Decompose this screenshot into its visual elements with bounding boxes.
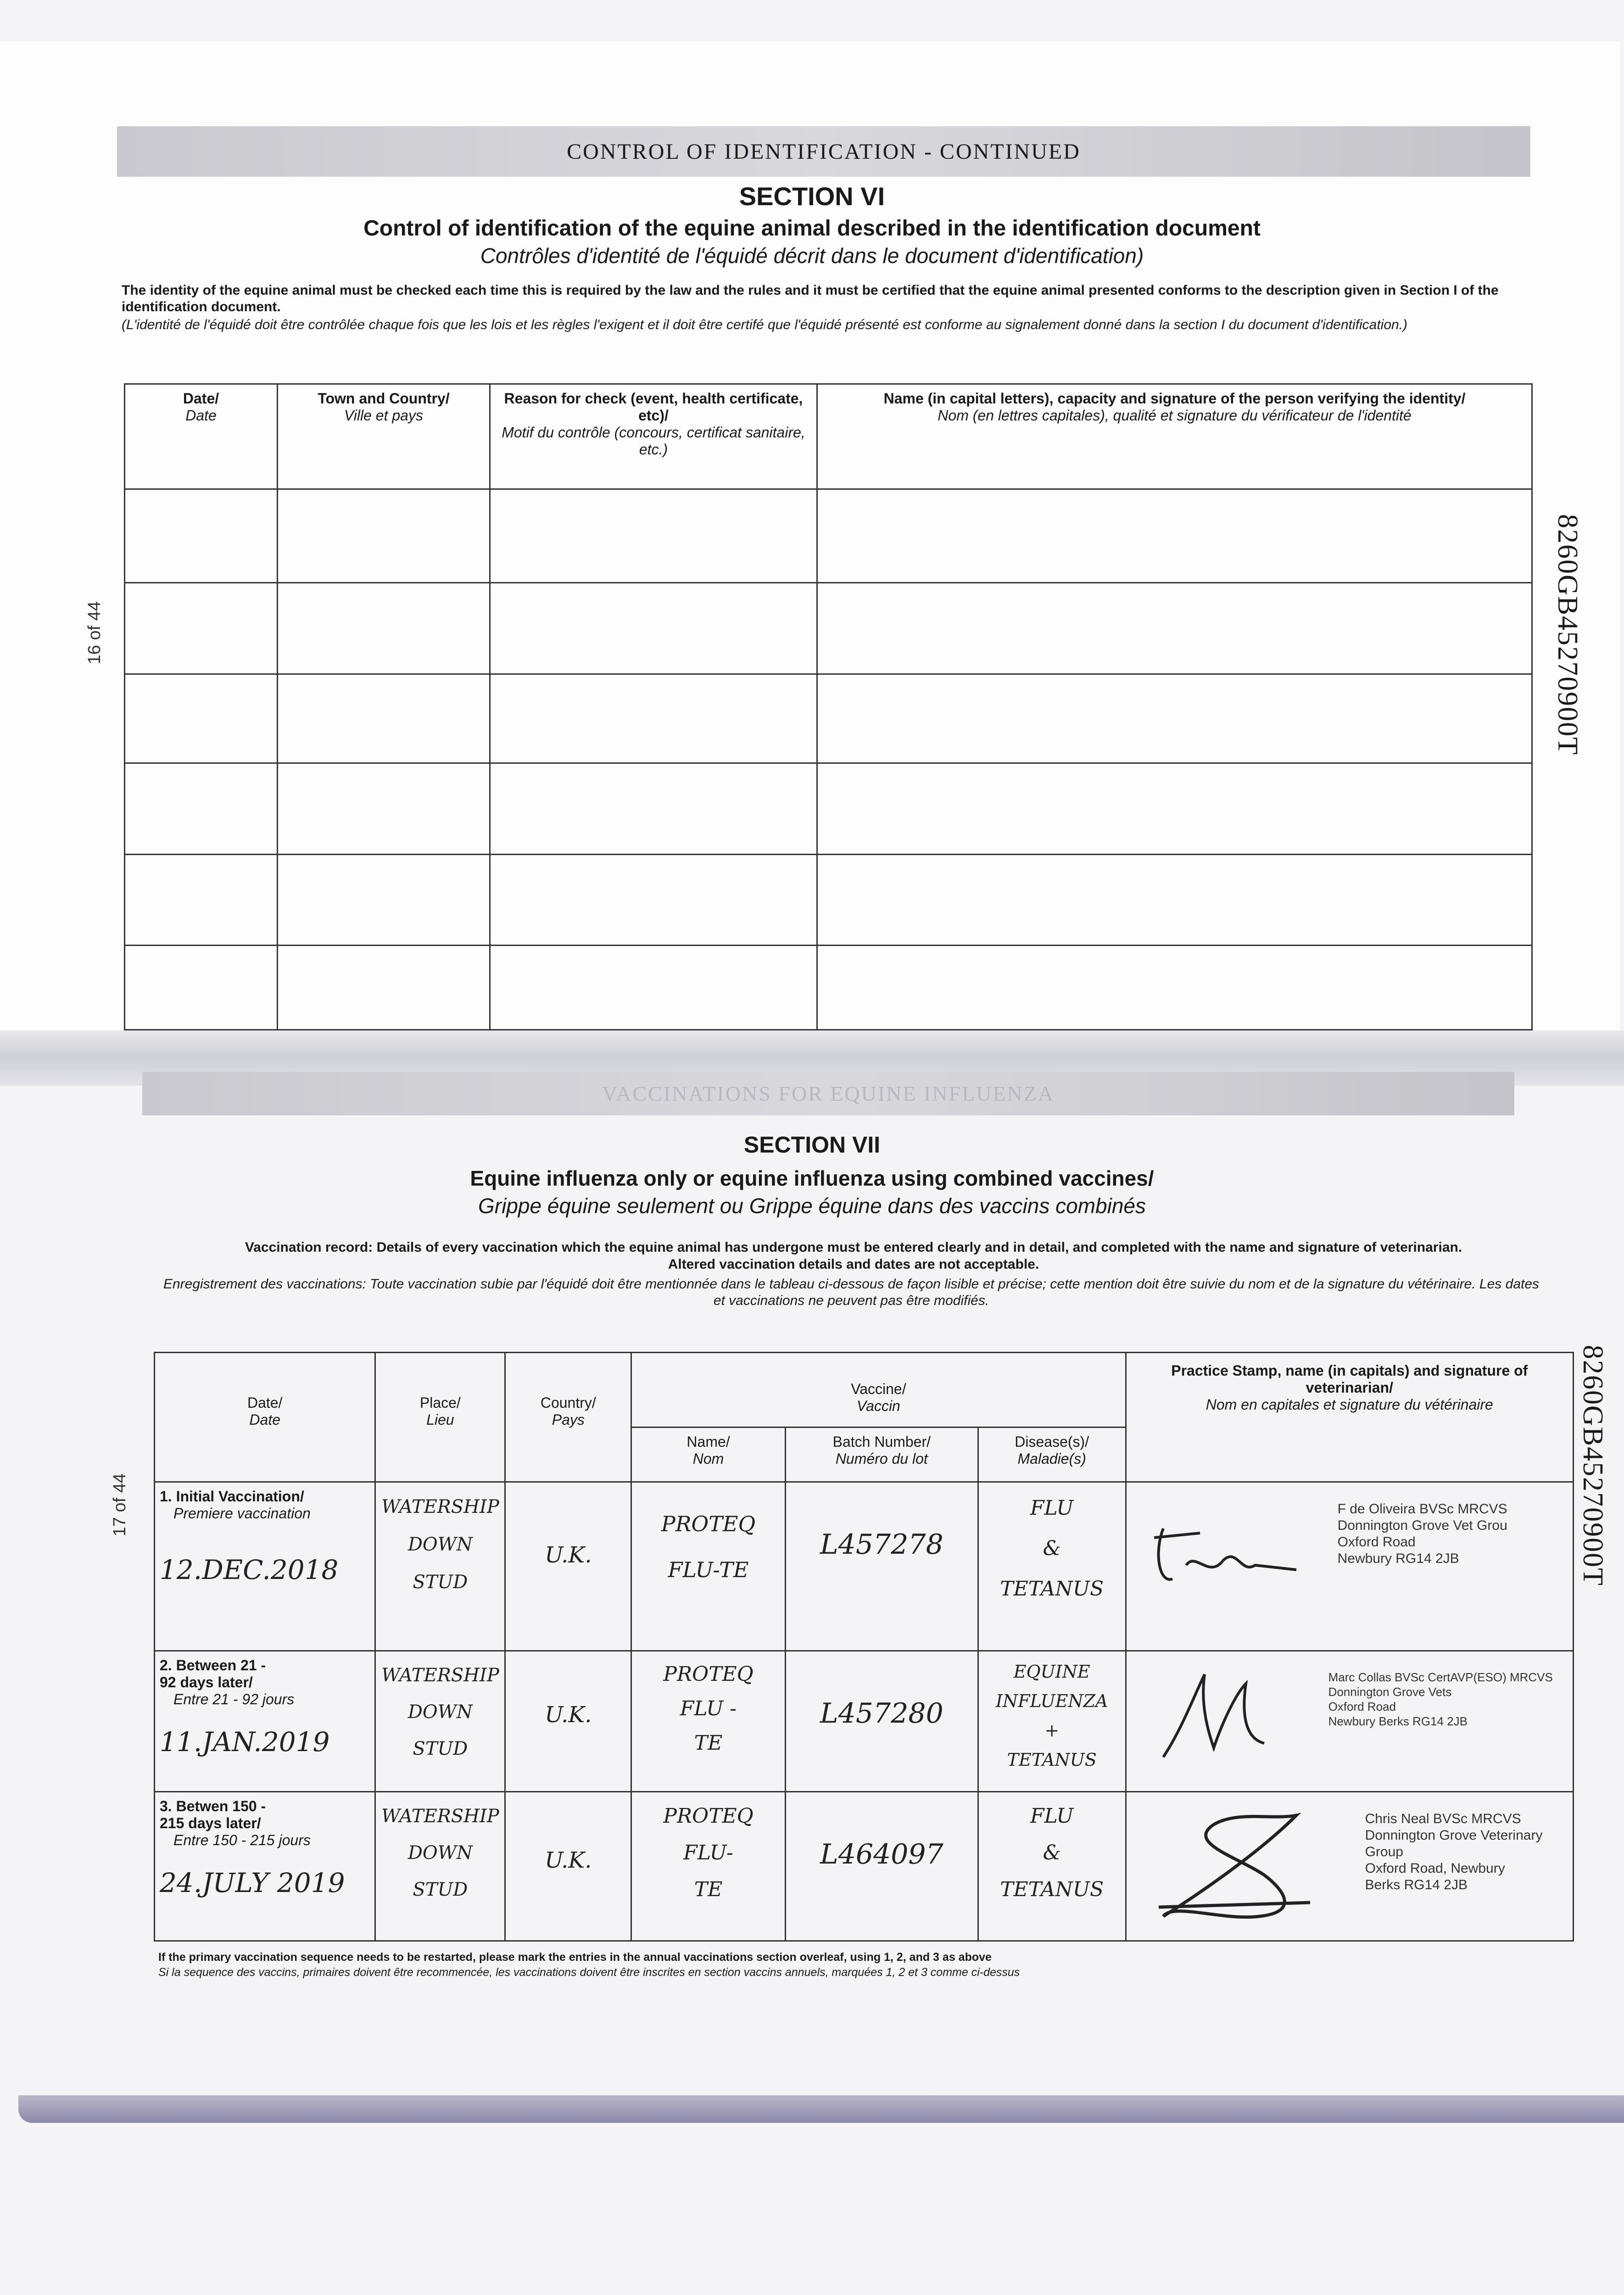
col-country-header: Country/ Pays xyxy=(505,1353,631,1482)
col-name-header: Name/ Nom xyxy=(631,1427,786,1482)
table-row xyxy=(125,489,1532,583)
place-cell: WATERSHIP DOWN STUD xyxy=(375,1651,505,1792)
stamp-cell: Chris Neal BVSc MRCVS Donnington Grove Veterinary Group Oxford Road, Newbury Berks RG14 2JB xyxy=(1126,1791,1573,1941)
vaccine-name-cell: PROTEQ FLU- TE xyxy=(631,1791,786,1941)
heading-fr: Grippe équine seulement ou Grippe équine dans des vaccins combinés xyxy=(478,1194,1146,1218)
col-stamp-header: Practice Stamp, name (in capitals) and signature of veterinarian/ Nom en capitales et signature du vétérinaire xyxy=(1126,1353,1573,1482)
vaccination-row-1 xyxy=(155,1482,1574,1651)
section-heading: SECTION VII xyxy=(743,1132,881,1158)
page-number: 17 of 44 xyxy=(110,1473,129,1537)
passport-cover-edge xyxy=(18,2095,1624,2123)
col-disease-header: Disease(s)/ Maladie(s) xyxy=(978,1427,1126,1482)
place-cell: WATERSHIP DOWN STUD xyxy=(375,1791,505,1941)
heading-en: Equine influenza only or equine influenza using combined vaccines/ xyxy=(470,1166,1154,1190)
vaccine-name-cell: PROTEQ FLU-TE xyxy=(631,1482,786,1651)
place-cell: WATERSHIP DOWN STUD xyxy=(375,1482,505,1651)
vet-signature-2 xyxy=(1154,1665,1273,1766)
disease-cell: FLU & TETANUS xyxy=(978,1791,1126,1941)
col-reason-header: Reason for check (event, health certificate, etc)/ Motif du contrôle (concours, certificat sanitaire, etc.) xyxy=(490,384,817,489)
footnote-en: If the primary vaccination sequence needs to be restarted, please mark the entries in the annual vaccinations section overleaf, using 1, 2, and 3 as above xyxy=(158,1951,992,1964)
intro-fr: (L'identité de l'équidé doit être contrôlée chaque fois que les lois et les règles l'exigent et il doit être certifé que l'équidé présenté est conforme au signalement donné dans la section I du document d'identification.) xyxy=(122,317,1408,332)
vaccine-name-cell: PROTEQ FLU - TE xyxy=(631,1651,786,1792)
date-cell: 1. Initial Vaccination/ Premiere vaccination 12.DEC.2018 xyxy=(155,1482,375,1651)
table-row xyxy=(125,583,1532,674)
vet-signature-1 xyxy=(1145,1510,1301,1602)
date-cell: 3. Betwen 150 - 215 days later/ Entre 150 - 215 jours 24.JULY 2019 xyxy=(155,1791,375,1941)
disease-cell: EQUINE INFLUENZA + TETANUS xyxy=(978,1651,1126,1792)
record-en-2: Altered vaccination details and dates are not acceptable. xyxy=(668,1257,1039,1272)
country-cell: U.K. xyxy=(505,1482,631,1651)
passport-id: 8260GB45270900T xyxy=(1577,1345,1608,1586)
col-place-header: Place/ Lieu xyxy=(375,1353,505,1482)
section-heading: SECTION VI xyxy=(739,182,885,211)
table-row xyxy=(125,854,1532,946)
heading-fr: Contrôles d'identité de l'équidé décrit dans le document d'identification) xyxy=(480,244,1144,268)
record-fr: Enregistrement des vaccinations: Toute vaccination subie par l'équidé doit être mentionnée dans le tableau ci-dessous de façon lisible et précise; cette mention doit être suivie du nom et de la signature du vétérinaire. Les dates et vaccinations ne peuvent pas être modifiés. xyxy=(163,1276,1540,1308)
section-band-title: VACCINATIONS FOR EQUINE INFLUENZA xyxy=(142,1072,1514,1115)
table-row xyxy=(125,946,1532,1030)
intro-en: The identity of the equine animal must be checked each time this is required by the law and the rules and it must be certified that the equine animal presented conforms to the description given in Section I of the identification document. xyxy=(122,283,1499,314)
vaccination-row-3 xyxy=(155,1791,1574,1941)
date-cell: 2. Between 21 - 92 days later/ Entre 21 - 92 jours 11.JAN.2019 xyxy=(155,1651,375,1792)
footnote-fr: Si la sequence des vaccins, primaires doivent être recommencée, les vaccinations doivent être inscrites en section vaccins annuels, marquées 1, 2 et 3 comme ci-dessus xyxy=(158,1966,1020,1979)
stamp-cell: Marc Collas BVSc CertAVP(ESO) MRCVS Donnington Grove Vets Oxford Road Newbury Berks RG14 2JB xyxy=(1126,1651,1573,1792)
identity-check-table xyxy=(124,383,1533,1030)
col-date-header: Date/ Date xyxy=(125,384,278,489)
stamp-cell: F de Oliveira BVSc MRCVS Donnington Grove Vet Grou Oxford Road Newbury RG14 2JB xyxy=(1126,1482,1573,1651)
batch-cell: L457278 xyxy=(785,1482,978,1651)
country-cell: U.K. xyxy=(505,1791,631,1941)
table-row xyxy=(125,763,1532,854)
heading-en: Control of identification of the equine animal described in the identification document xyxy=(363,216,1261,241)
col-date-header: Date/ Date xyxy=(155,1353,375,1482)
col-vaccine-header: Vaccine/ Vaccin xyxy=(631,1353,1126,1427)
passport-id: 8260GB45270900T xyxy=(1552,514,1583,756)
section-band-title: CONTROL OF IDENTIFICATION - CONTINUED xyxy=(117,126,1530,177)
batch-cell: L457280 xyxy=(785,1651,978,1792)
vaccination-row-2 xyxy=(155,1651,1574,1792)
page-number: 16 of 44 xyxy=(85,601,104,665)
vet-signature-3 xyxy=(1145,1802,1319,1926)
col-town-header: Town and Country/ Ville et pays xyxy=(278,384,490,489)
disease-cell: FLU & TETANUS xyxy=(978,1482,1126,1651)
record-en: Vaccination record: Details of every vaccination which the equine animal has undergone must be entered clearly and in detail, and completed with the name and signature of veterinarian. xyxy=(245,1240,1462,1255)
table-row xyxy=(125,674,1532,763)
vaccination-table xyxy=(154,1352,1574,1942)
batch-cell: L464097 xyxy=(785,1791,978,1941)
col-name-header: Name (in capital letters), capacity and signature of the person verifying the identity/ Nom (en lettres capitales), qualité et signature du vérificateur de l'identité xyxy=(817,384,1532,489)
col-batch-header: Batch Number/ Numéro du lot xyxy=(785,1427,978,1482)
country-cell: U.K. xyxy=(505,1651,631,1792)
